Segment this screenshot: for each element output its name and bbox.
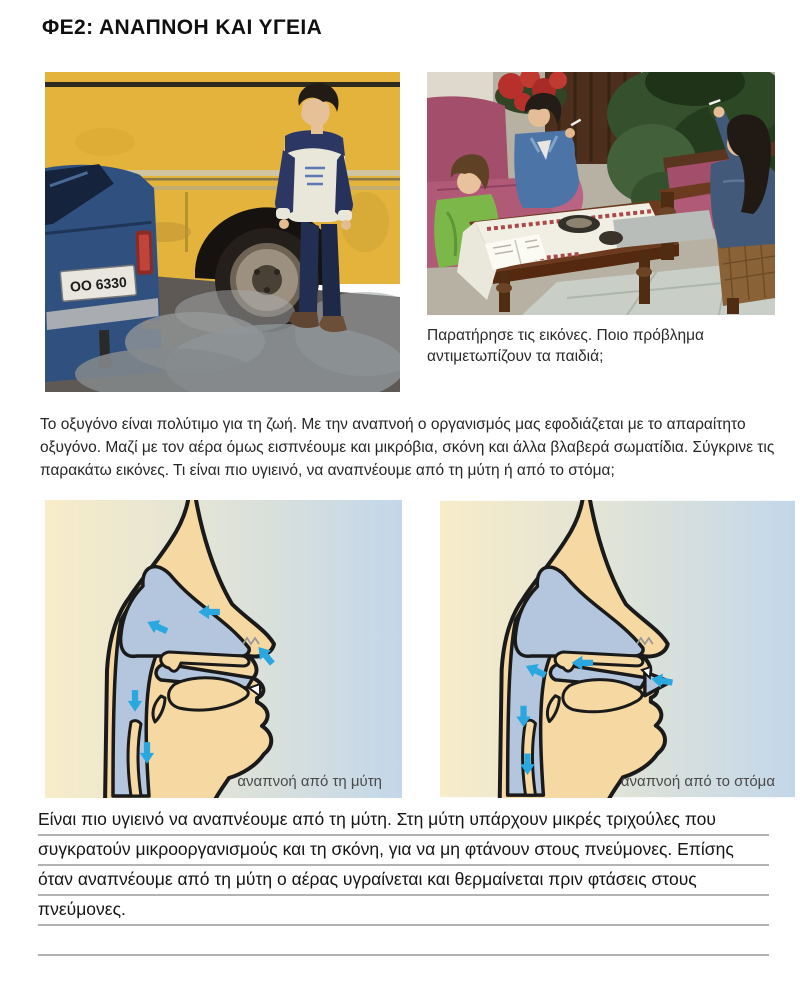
svg-text:ΟΟ 6330: ΟΟ 6330 xyxy=(69,273,128,295)
diagram-label-nose: αναπνοή από τη μύτη xyxy=(237,773,382,790)
diagram-nose-breathing xyxy=(45,500,402,798)
answer-area xyxy=(38,806,769,956)
photo-smoking-livingroom xyxy=(427,72,775,315)
ashtray xyxy=(558,215,600,233)
intro-paragraph: Το οξυγόνο είναι πολύτιμο για τη ζωή. Με την αναπνοή ο οργανισμός μας εφοδιάζεται με το απαραίτητο οξυγόνο. Μαζί με τον αέρα όμως εισπνέουμε και μικρόβια, σκόνη και άλλα βλαβερά σωματίδια. Σύγκρινε τις παρακάτω εικόνες. Τι είναι πιο υγιεινό, να αναπνέουμε από τη μύτη ή από το στόμα; xyxy=(40,416,775,479)
head-cross-section xyxy=(45,500,402,798)
answer-line: όταν αναπνέουμε από τη μύτη ο αέρας υγραίνεται και θερμαίνεται πριν φτάσεις στους xyxy=(38,866,769,896)
diagram-mouth-breathing xyxy=(440,500,795,798)
answer-line: Είναι πιο υγιεινό να αναπνέουμε από τη μύτη. Στη μύτη υπάρχουν μικρές τριχούλες που xyxy=(38,806,769,836)
diagram-label-mouth: αναπνοή από το στόμα xyxy=(620,773,775,790)
head-cross-section xyxy=(440,500,795,798)
page-title: ΦΕ2: ΑΝΑΠΝΟΗ ΚΑΙ ΥΓΕΙΑ xyxy=(42,16,323,39)
answer-line: συγκρατούν μικροοργανισμούς και τη σκόνη, για να μη φτάνουν στους πνεύμονες. Επίσης xyxy=(38,836,769,866)
answer-line-blank xyxy=(38,926,769,956)
answer-line: πνεύμονες. xyxy=(38,896,769,926)
esophagus-wall xyxy=(128,721,141,796)
license-plate xyxy=(60,265,136,301)
photo-caption: Παρατήρησε τις εικόνες. Ποιο πρόβλημα αντιμετωπίζουν τα παιδιά; xyxy=(427,327,705,365)
photo-exhaust-street xyxy=(45,72,400,392)
